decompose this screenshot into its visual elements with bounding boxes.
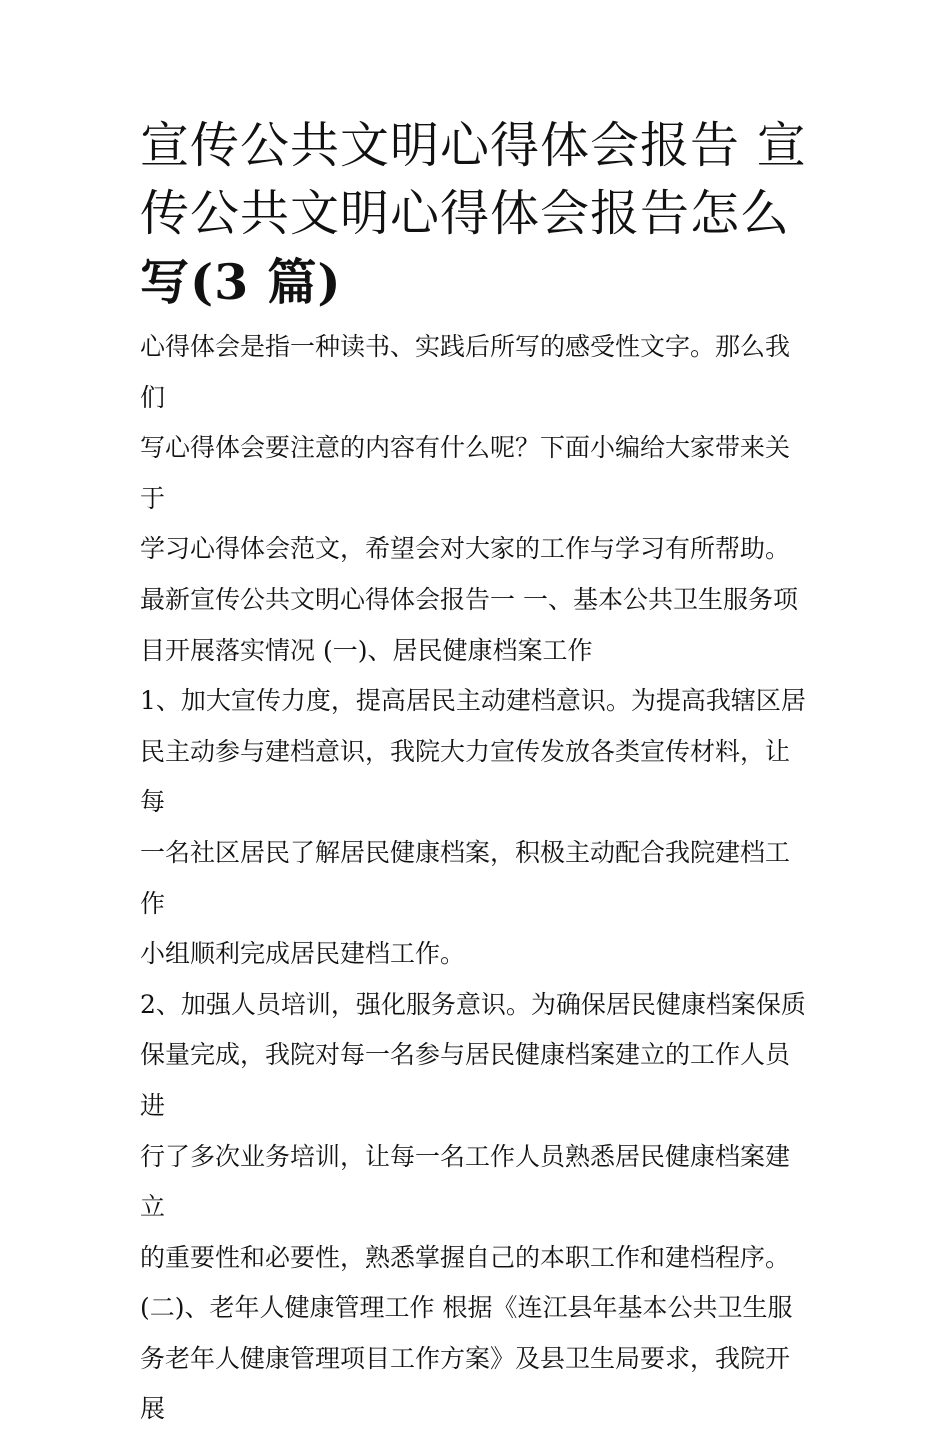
paragraph-intro <box>140 322 812 575</box>
paragraph-elderly-health <box>140 1283 812 1435</box>
text-line: 最新宣传公共文明心得体会报告一 一、基本公共卫生服务项 <box>140 584 798 614</box>
title-line: 传公共文明心得体会报告怎么 <box>140 185 791 242</box>
text-line: 民主动参与建档意识，我院大力宣传发放各类宣传材料，让每 <box>140 736 791 817</box>
text-line: 的重要性和必要性，熟悉掌握自己的本职工作和建档程序。 <box>140 1242 791 1272</box>
text-line: 目开展落实情况 (一)、居民健康档案工作 <box>140 635 593 665</box>
paragraph-section-heading <box>140 575 812 676</box>
document-body <box>140 322 812 1435</box>
text-line: 保量完成，我院对每一名参与居民健康档案建立的工作人员进 <box>140 1040 791 1120</box>
document-content <box>140 112 812 1435</box>
text-line: 1、加大宣传力度，提高居民主动建档意识。为提高我辖区居 <box>140 686 806 716</box>
title-line: 写(3 篇) <box>140 253 342 311</box>
document-title <box>140 112 812 316</box>
text-line: 一名社区居民了解居民健康档案，积极主动配合我院建档工作 <box>140 837 791 918</box>
text-line: 2、加强人员培训，强化服务意识。为确保居民健康档案保质 <box>140 989 806 1019</box>
text-line: 学习心得体会范文，希望会对大家的工作与学习有所帮助。 <box>140 534 791 564</box>
text-line: 行了多次业务培训，让每一名工作人员熟悉居民健康档案建立 <box>140 1141 791 1222</box>
text-line: (二)、老年人健康管理工作 根据《连江县年基本公共卫生服 <box>140 1293 793 1323</box>
text-line: 心得体会是指一种读书、实践后所写的感受性文字。那么我们 <box>140 332 791 412</box>
title-line: 宣传公共文明心得体会报告 宣 <box>140 117 807 174</box>
paragraph-item-1 <box>140 676 812 980</box>
text-line: 写心得体会要注意的内容有什么呢？下面小编给大家带来关于 <box>140 433 791 513</box>
paragraph-item-2 <box>140 980 812 1284</box>
text-line: 小组顺利完成居民建档工作。 <box>140 939 466 969</box>
text-line: 务老年人健康管理项目工作方案》及县卫生局要求，我院开展 <box>140 1343 791 1424</box>
